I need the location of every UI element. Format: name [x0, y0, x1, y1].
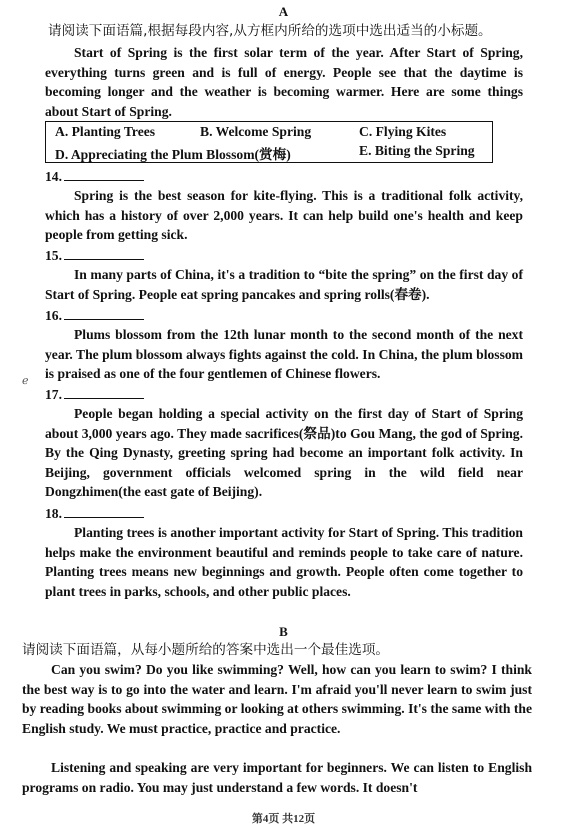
answer-blank-16[interactable] [64, 306, 144, 320]
question-14-text: Spring is the best season for kite-flying. This is a traditional folk activity, which has a history of over 2,000 years. It can help build one's health and keep people from getting sick. [45, 188, 523, 243]
question-number: 14. [45, 169, 62, 184]
answer-blank-18[interactable] [64, 504, 144, 518]
question-14 [45, 167, 144, 185]
section-a-label: A [278, 4, 289, 19]
option-c: C. Flying Kites [359, 124, 447, 139]
question-16-text: Plums blossom from the 12th lunar month to the second month of the next year. The plum blossom always fights against the cold. In China, the plum blossom is praised as one of the four gentlemen of Chinese flowers. [45, 327, 523, 382]
question-16 [45, 306, 144, 324]
question-18-text: Planting trees is another important activity for Start of Spring. This tradition helps make the environment beautiful and reminds people to take care of nature. Planting trees means new beginnings and growth. People often come together to plant trees in parks, schools, and other public places. [45, 525, 523, 599]
question-number: 15. [45, 248, 62, 263]
answer-blank-15[interactable] [64, 246, 144, 260]
option-b: B. Welcome Spring [200, 124, 312, 139]
question-17-text: People began holding a special activity on the first day of Start of Spring about 3,000 years ago. They made sacrifices(祭品)to Gou Mang, the god of Spring. By the Qing Dynasty, greeting spring had become an important folk activity. In Beijing, government officials welcomed spring in the wild field near Dongzhimen(the east gate of Beijing). [45, 406, 523, 500]
section-a-intro: Start of Spring is the first solar term of the year. After Start of Spring, everything turns green and is full of energy. People see that the daytime is becoming longer and the weather is becoming warmer. Here are some things about Start of Spring. [45, 45, 523, 119]
section-b-instruction: 请阅读下面语篇，从每小题所给的答案中选出一个最佳选项。 [22, 642, 390, 658]
section-b-label: B [279, 624, 288, 639]
answer-blank-17[interactable] [64, 385, 144, 399]
question-15-text: In many parts of China, it's a tradition to “bite the spring” on the first day of Start of Spring. People eat spring pancakes and spring rolls(春卷). [45, 267, 523, 302]
answer-blank-14[interactable] [64, 167, 144, 181]
option-d: D. Appreciating the Plum Blossom(赏梅) [55, 147, 291, 162]
stray-mark: ℯ [22, 375, 29, 387]
question-number: 16. [45, 308, 62, 323]
question-18 [45, 504, 144, 522]
section-b-paragraph-1: Can you swim? Do you like swimming? Well, how can you learn to swim? I think the best way is to go into the water and learn. I'm afraid you'll never learn to swim just by reading books about swimming or looking at others swimming. It's the same with the English study. We must practice, practice and practice. [22, 662, 532, 736]
page-footer: 第4页 共12页 [251, 813, 316, 825]
options-box [45, 121, 493, 163]
question-number: 17. [45, 387, 62, 402]
question-17 [45, 385, 144, 403]
option-a: A. Planting Trees [55, 124, 156, 139]
section-b-paragraph-2: Listening and speaking are very important for beginners. We can listen to English programs on radio. You may just understand a few words. It doesn't [22, 760, 532, 795]
question-number: 18. [45, 506, 62, 521]
section-a-instruction: 请阅读下面语篇,根据每段内容,从方框内所给的选项中选出适当的小标题。 [48, 23, 492, 39]
option-e: E. Biting the Spring [359, 143, 475, 158]
question-15 [45, 246, 144, 264]
